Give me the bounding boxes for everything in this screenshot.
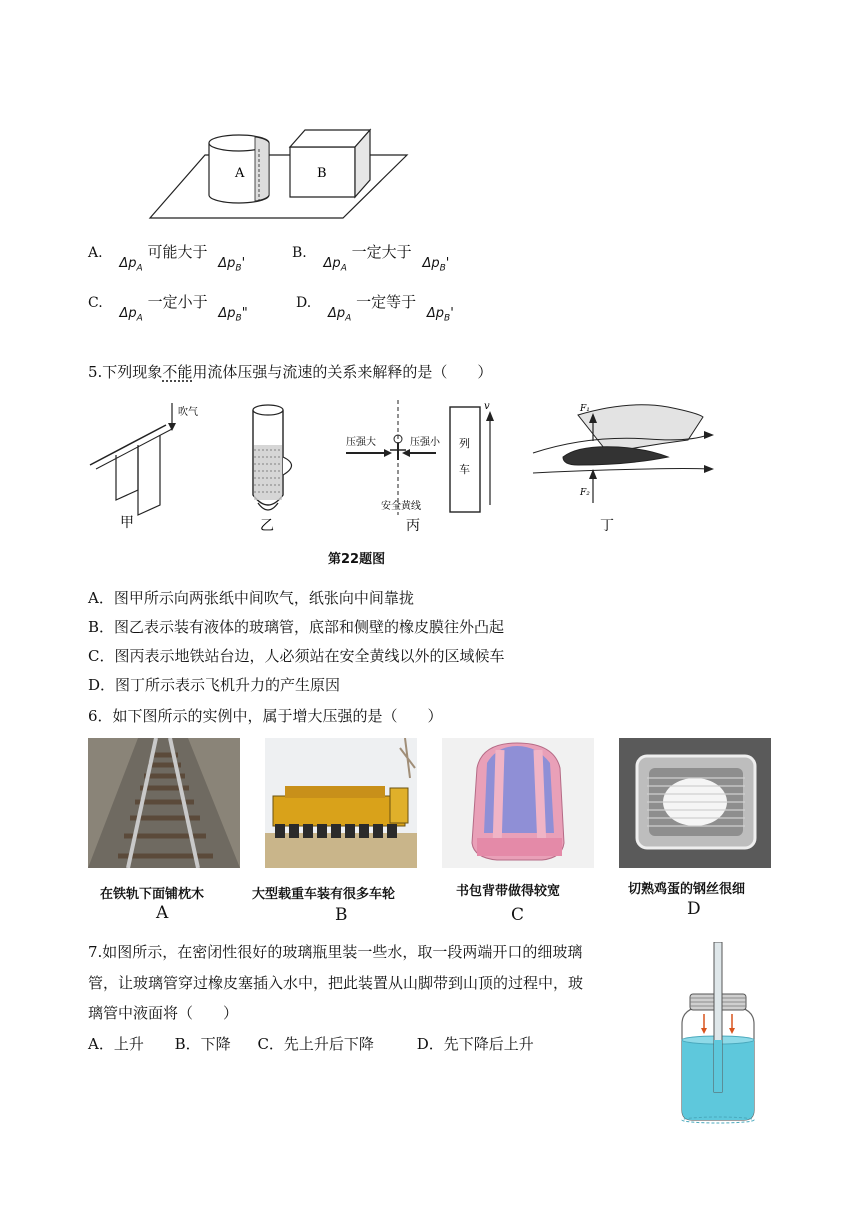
bing-high-pressure: 压强大	[346, 437, 376, 448]
yi-label: 乙	[260, 518, 274, 534]
formula-right: $\Delta p_B'$	[218, 256, 246, 274]
photo-caption-b: 大型载重车装有很多车轮	[252, 887, 396, 902]
photo-caption-a: 在铁轨下面铺枕木	[100, 887, 205, 902]
photo-egg-slicer	[619, 738, 771, 868]
ding-label: 丁	[600, 518, 614, 534]
photo-backpack	[442, 738, 594, 868]
jia-blow-label: 吹气	[178, 407, 198, 418]
panel-ding	[533, 404, 714, 534]
option-letter: A.	[88, 245, 103, 261]
q4-figure	[145, 115, 425, 225]
q5-stem-emphasis: 不能	[162, 363, 193, 381]
photo-caption-d: 切熟鸡蛋的钢丝很细	[628, 882, 746, 897]
bing-low-pressure: 压强小	[410, 437, 440, 448]
photo-letter-a: A	[156, 903, 169, 923]
q7-option-d: D．先下降后上升	[416, 1035, 534, 1053]
relation-text: 可能大于	[147, 243, 208, 261]
photo-letter-d: D	[687, 899, 701, 919]
formula-left: $\Delta p_A$	[119, 306, 143, 324]
photo-caption-c: 书包背带做得较宽	[456, 884, 561, 899]
bing-label: 丙	[406, 518, 420, 534]
q5-figure-caption: 第22题图	[328, 552, 386, 567]
q5-stem-suffix: 用流体压强与流速的关系来解释的是（ ）	[192, 363, 493, 381]
q5-stem-prefix: 5.下列现象	[88, 363, 163, 381]
q7-stem-line-2: 管，让玻璃管穿过橡皮塞插入水中，把此装置从山脚带到山顶的过程中，玻	[88, 974, 584, 992]
q5-option-a: A．图甲所示向两张纸中间吹气，纸张向中间靠拢	[88, 589, 414, 607]
q4-label-b: B	[317, 166, 327, 181]
q7-bottle-figure	[668, 942, 768, 1127]
q4-option-d	[296, 292, 454, 324]
q6-stem: 6．如下图所示的实例中，属于增大压强的是（ ）	[88, 707, 443, 725]
q5-option-d: D．图丁所示表示飞机升力的产生原因	[88, 676, 341, 694]
q5-stem	[88, 362, 492, 382]
q7-stem-line-1: 7.如图所示，在密闭性很好的玻璃瓶里装一些水，取一段两端开口的细玻璃	[88, 943, 583, 961]
panel-bing	[346, 400, 494, 534]
ding-force-top: F₁	[580, 404, 590, 414]
photo-letter-b: B	[335, 905, 348, 925]
relation-text: 一定小于	[147, 293, 208, 311]
q7-options	[88, 1034, 534, 1054]
q4-option-c	[88, 292, 248, 324]
photo-letter-c: C	[511, 905, 525, 925]
q4-option-b	[292, 242, 450, 274]
bing-train-char-1: 列	[459, 437, 470, 450]
formula-right: $\Delta p_B$"	[218, 306, 248, 324]
q4-option-a	[88, 242, 246, 274]
photo-truck	[265, 738, 417, 868]
formula-left: $\Delta p_A$	[119, 256, 143, 274]
relation-text: 一定等于	[356, 293, 417, 311]
q4-label-a: A	[235, 166, 245, 181]
panel-yi	[253, 405, 292, 534]
formula-left: $\Delta p_A$	[327, 306, 352, 324]
bing-safety-line: 安全黄线	[381, 501, 421, 512]
q7-option-c: C．先上升后下降	[257, 1035, 374, 1053]
q5-option-c: C．图丙表示地铁站台边，人必须站在安全黄线以外的区域候车	[88, 647, 505, 665]
option-letter: C.	[88, 295, 103, 311]
formula-right: $\Delta p_B'$	[422, 256, 450, 274]
q5-option-b: B．图乙表示装有液体的玻璃管，底部和侧壁的橡皮膜往外凸起	[88, 618, 505, 636]
q7-option-b: B．下降	[174, 1035, 231, 1053]
option-letter: B.	[292, 245, 307, 261]
formula-left: $\Delta p_A$	[323, 256, 347, 274]
ding-force-bottom: F₂	[580, 488, 590, 498]
bing-velocity: v	[484, 401, 490, 412]
q7-option-a: A．上升	[88, 1035, 144, 1053]
jia-label: 甲	[120, 515, 134, 531]
formula-right: $\Delta p_B'$	[426, 306, 454, 324]
q7-stem-line-3: 璃管中液面将（ ）	[88, 1004, 239, 1022]
option-letter: D.	[296, 295, 312, 311]
panel-jia	[90, 403, 198, 531]
q5-figure	[88, 395, 768, 545]
relation-text: 一定大于	[351, 243, 412, 261]
photo-rails	[88, 738, 240, 868]
bing-train-char-2: 车	[459, 463, 470, 476]
